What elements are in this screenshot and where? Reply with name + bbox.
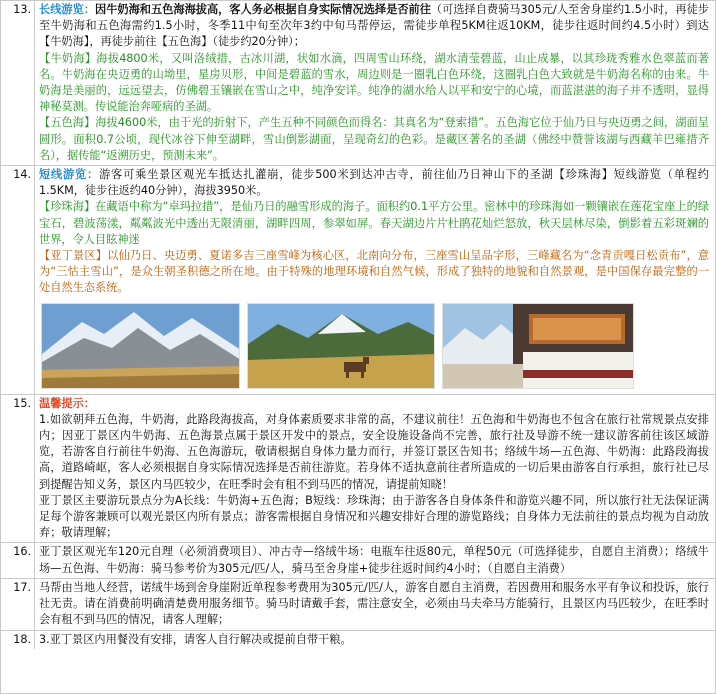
item-17-content [34, 578, 715, 630]
item-17-row [1, 578, 715, 630]
photo-gallery [39, 303, 709, 389]
item-14-content [34, 165, 715, 394]
yading-scenic-description: 【亚丁景区】以仙乃日、央迈勇、夏诺多吉三座雪峰为核心区，北南向分布，三座雪山呈品字形，三峰藏名为“念青贡嘎日松贡布”，意为“三怙主雪山”，是众生朝圣积德之所在地。由于特殊的地理环境和自然气候，形成了独特的地貌和自然景观，是中国保存最完整的一处自然生态系统。 [39, 249, 709, 295]
meal-notice: 3.亚丁景区内用餐没有安排，请客人自行解决或提前自带干粮。 [39, 632, 352, 646]
short-route-details: 游客可乘坐景区观光车抵达扎灌崩，徒步500米到达冲古寺，前往仙乃日神山下的圣湖【珍珠海】短线游览（单程约1.5KM，徒步往返约40分钟），海拔3950米。 [39, 168, 709, 198]
item-18-row [1, 630, 715, 649]
hotel-room-photo [442, 303, 634, 389]
transport-fees: 亚丁景区观光车120元自理（必须消费项目）、冲古寺—络绒牛场：电瓶车往返80元，单程50元（可选择徒步，自愿自主消费）；络绒牛场—五色海、牛奶海：骑马参考价为305元/匹/人，骑马至舍身崖+徒步往返时间约4小时；（自愿自主消费） [39, 545, 709, 575]
tips-title: 温馨提示： [39, 396, 95, 410]
item-number: 18. [1, 630, 34, 649]
item-15-content [34, 394, 715, 543]
item-16-content [34, 542, 715, 577]
horse-service-notice: 马帮由当地人经营，诺绒牛场到舍身崖附近单程参考费用为305元/匹/人，游客自愿自主消费，若因费用和服务水平有争议和投诉，旅行社无责。请在消费前明确清楚费用服务细节。骑马时请戴手套，需注意安全，必须由马夫牵马方能骑行，且景区内马匹较少，在旺季时会有租不到马匹的情况，请客人理解； [39, 580, 709, 627]
five-color-lake-description: 【五色海】海拔4600米，由于光的折射下，产生五种不同颜色而得名：其真名为“登索措”。五色海它位于仙乃日与央迈勇之间，湖面呈圆形。面积0.7公顷，现代冰谷下伸至湖畔，雪山倒影湖面，呈现奇幻的色彩。是藏区著名的圣湖（佛经中赞誉该湖与西藏羊巴雍措齐名），据传能“返溯历史，预测未来”。 [39, 116, 709, 162]
long-route-warning: 因牛奶海和五色海海拔高，客人务必根据自身实际情况选择是否前往 [95, 3, 431, 16]
item-13-row [1, 1, 715, 165]
long-route-intro [39, 2, 709, 51]
item-number: 16. [1, 542, 34, 577]
item-number: 14. [1, 165, 34, 394]
short-route-label: 短线游览： [39, 168, 100, 182]
snow-mountain-photo [41, 303, 240, 389]
item-16-row [1, 542, 715, 577]
item-number: 17. [1, 578, 34, 630]
short-route-intro [39, 167, 709, 199]
item-14-row [1, 165, 715, 394]
item-13-content [34, 1, 715, 165]
item-number: 15. [1, 394, 34, 543]
tips-altitude-warning: 1.如欲朝拜五色海，牛奶海，此路段海拔高，对身体素质要求非常的高，不建议前往！五色海和牛奶海也不包含在旅行社常规景点安排内；因亚丁景区内牛奶海、五色海景点属于景区开发中的景点，安全设施设备尚不完善，旅行社及导游不统一建议游客前往该区域游览，若游客自行前往牛奶海、五色海游玩，敬请根据自身体力量力而行，并签订景区告知书；络绒牛场—五色海、牛奶海：此路段海拔高，道路崎岖，客人必须根据自身实际情况选择是否前往游览。若身体不适执意前往者所造成的一切后果由游客自行承担，旅行社已尽到提醒告知义务，景区内马匹较少，在旺季时会有租不到马匹的情况，请提前知晓！ [39, 412, 709, 491]
grassland-horse-photo [247, 303, 435, 389]
long-route-label: 长线游览： [39, 3, 95, 16]
tips-route-options: 亚丁景区主要游玩景点分为A长线：牛奶海+五色海；B短线：珍珠海；由于游客各自身体条件和游览兴趣不同，所以旅行社无法保证满足每个游客兼顾可以观光景区内所有景点；游客需根据自身情况和兴趣安排好合理的游览路线；自身体力无法前往的景点均视为自动放弃；敬请理解； [39, 493, 709, 540]
item-15-row [1, 394, 715, 543]
item-18-content [34, 630, 715, 649]
milk-lake-description: 【牛奶海】海拔4800米，又叫洛绒措，古冰川湖，状如水滴，四周雪山环绕，湖水清莹碧蓝，山止成暴，以其珍珑秀雅水色翠蓝而著名。牛奶海在央迈勇的山坳里，星房贝形，中间是碧蓝的雪水，周边则是一圈乳白色环绕，这圈乳白色大致就是牛奶海名称的由来。牛奶海是美丽的，远远望去，仿佛碧玉镶嵌在雪山之中，纯净安详。纯净的湖水给人以平和安宁的心境，而蓝湛湛的海子并不透明，显得神秘莫测。传说能治奔哑病的圣湖。 [39, 51, 709, 114]
pearl-lake-description: 【珍珠海】在藏语中称为“卓玛拉措”，是仙乃日的融雪形成的海子。面积约0.1平方公里。密林中的珍珠海如一颗镶嵌在莲花宝座上的绿宝石，碧波荡漾，粼粼波光中透出无限清丽，湖畔四周，参翠如屏。春天湖边片片杜鹃花灿烂怒放，秋天层林尽染，倒影着五彩斑斓的世界，令人目眩神迷 [39, 200, 709, 246]
long-route-details: （可选择自费骑马305元/人至舍身崖约1.5小时，再徒步至牛奶海和五色海需约1.5小时，冬季11中旬至次年3约中旬马帮停运，需徒步单程5KM往返10KM，徒步往返时间约4.5小时）到达【牛奶海】，再徒步前往【五色海】（徒步约20分钟）； [39, 3, 709, 49]
item-number: 13. [13, 3, 31, 16]
